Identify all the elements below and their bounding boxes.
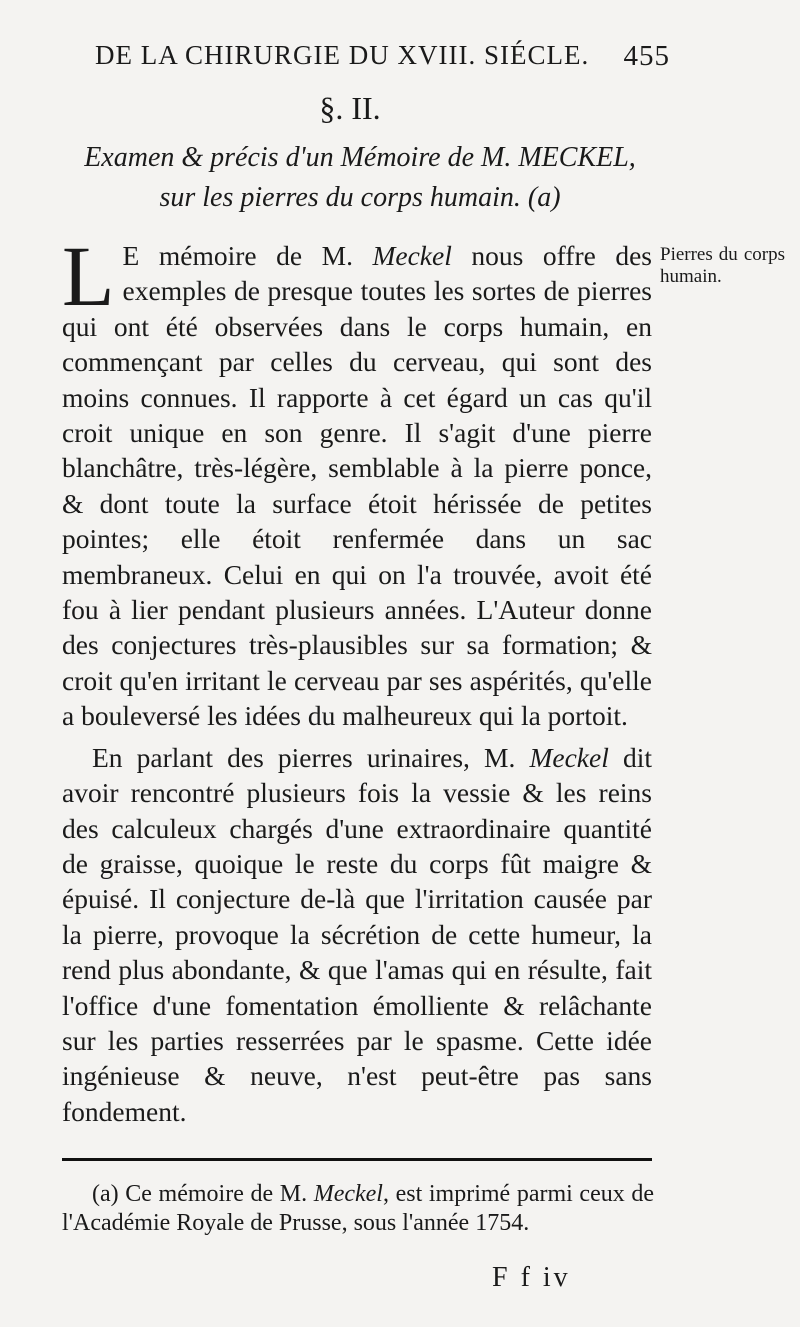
margin-note: Pierres du corps humain. xyxy=(660,244,785,287)
drop-cap: L xyxy=(62,228,115,324)
author-name: Meckel xyxy=(529,741,609,773)
section-number: §. II. xyxy=(319,90,381,126)
page-number: 455 xyxy=(623,40,670,72)
paragraph-2-text: dit avoir rencontré plusieurs fois la vessie & les reins des calculeux chargés d'une extraordinaire quantité de graisse, quoique le reste du corps fût maigre & épuisé. Il conjecture de-là que l'irritation causée par la pierre, provoque la sécrétion de cette humeur, la rend plus abondante, & que l'amas qui en résulte, fait l'office d'une fomentation émolliente & relâchante sur les parties resserrées par le spasme. Cette idée ingénieuse & neuve, n'est peut-être pas sans fondement. xyxy=(62,741,653,1127)
running-head xyxy=(95,40,670,71)
paragraph-2-start: En parlant des pierres urinaires, M. xyxy=(92,741,530,773)
running-title: DE LA CHIRURGIE DU XVIII. SIÉCLE. xyxy=(95,40,590,70)
footnote-rule xyxy=(62,1158,652,1161)
section-heading xyxy=(60,138,660,218)
body-text xyxy=(62,228,653,1129)
author-name: Meckel xyxy=(372,240,452,271)
paragraph-1-text: nous offre des exemples de presque toutes les sortes de pierres qui ont été observées dans le corps humain, en commençant par celles du cerveau, qui sont des moins connues. Il rapporte à cet égard un cas qu'il croit unique en son genre. Il s'agit d'une pierre blanchâtre, très-légère, semblable à la pierre ponce, & dont toute la surface étoit hérissée de petites pointes; elle étoit renfermée dans un sac membraneux. Celui en qui on l'a trouvée, avoit été fou à lier pendant plusieurs années. L'Auteur donne des conjectures très-plausibles sur sa formation; & croit qu'en irritant le cerveau par ses aspérités, qu'elle a bouleversé les idées du malheureux qui la portoit. xyxy=(62,240,652,732)
footnote xyxy=(62,1180,654,1238)
footnote-text: , est imprimé parmi ceux de l'Académie Royale de Prusse, sous l'année 1754. xyxy=(62,1181,655,1236)
footnote-author-name: Meckel xyxy=(313,1181,383,1207)
heading-line-1: Examen & précis d'un Mémoire de M. MECKEL, xyxy=(84,142,636,173)
paragraph-2 xyxy=(62,740,652,1129)
paragraph-1-start: E mémoire de M. xyxy=(122,240,373,271)
signature-mark: F f iv xyxy=(492,1262,571,1293)
paragraph-1 xyxy=(62,228,652,734)
heading-line-2: sur les pierres du corps humain. (a) xyxy=(159,182,561,213)
footnote-mark: (a) xyxy=(92,1181,119,1207)
footnote-text-start: Ce mémoire de M. xyxy=(118,1181,314,1207)
